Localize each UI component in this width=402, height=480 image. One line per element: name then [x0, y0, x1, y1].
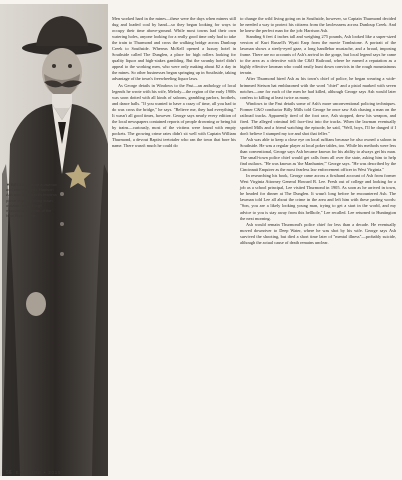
page-folio [6, 470, 61, 476]
paragraph: Windows to the Past details some of Ash's more unconventional policing techniques. Former C&O conductor Billy Mills told George he once saw Ash chasing a man on the railroad tracks. Apparently tired of the foot race, Ash stopped, drew his weapon, and fired. The alleged criminal fell face-first into the tracks. When the lawman eventually spotted Mills and a friend watching the episode, he said, "Well, boys, I'll be danged if I don't believe I stumped my toe and shot that feller." [240, 100, 396, 136]
portrait-illustration [0, 4, 108, 476]
paragraph: In researching his book, George came across a firsthand account of Ash from former West Virginia Attorney General Howard B. Lee. Fresh out of college and looking for a job as a school principal, Lee visited Thurmond in 1905. As soon as he arrived in town, he headed for dinner at The Dunglen. It wasn't long before he encountered Ash. The lawman told Lee all about the crime in the area and left him with these parting words: "Son, you are a likely looking young man, trying to get a start in the world, and my advice to you is stay away from this hellhole," Lee recalled. Lee returned to Huntington the next morning. [240, 173, 396, 221]
paragraph: Men worked hard in the mines—these were the days when miners still dug and loaded coal by hand—so they began looking for ways to occupy their time above-ground. While most towns had their own watering holes, anyone looking for a really good time only had to take the train to Thurmond and cross the walking bridge across Dunloup Creek to Southside. Whereas McKell opened a luxury hotel in Southside called The Dunglen, a place for high rollers looking for quality liquor and high-stakes gambling. But the swanky hotel didn't appeal to the working men, who were only making about $2 a day in the mines. So other businesses began springing up in Southside, taking advantage of the town's freewheeling liquor laws. [112, 16, 236, 82]
page-number: 56 [6, 470, 12, 476]
portrait-photo [0, 4, 108, 476]
caption-text: – Both a lawman and saloonkeeper, Harrison Ash was Thurmond's fearless police chief, cleaning down outlaws on the rough mountainous terrain of the New River Gorge. [6, 182, 58, 219]
caption-label: BELOW [10, 182, 27, 187]
arrow-down-icon: ▼ [6, 182, 10, 187]
paragraph: After Thurmond hired Ash as his town's chief of police, he began wearing a wide-brimmed Stetson hat emblazoned with the word "chief" and a pistol marked with seven notches—one for each of the men he had killed, although George says Ash would later confess to killing at least twice as many. [240, 76, 396, 100]
paragraph: Ash would remain Thurmond's police chief for less than a decade. He eventually moved downriver to Deep Water, where he was shot by his wife. George says Ash survived the shooting, but died a short time later of "mental illness"—probably suicide, although the actual cause of death remains unclear. [240, 221, 396, 245]
article-column-right [240, 16, 396, 246]
paragraph: Standing 6 feet 4 inches tall and weighing 275 pounds, Ash looked like a super-sized version of Kurt Russell's Wyatt Earp from the movie Tombstone. A portrait of the lawman shows a steely-eyed gaze, a long handlebar mustache, and a broad, imposing frame. There are no accounts of Ash's arrival in the gorge, but local legend says he came to the area as a detective with the C&O Railroad, where he earned a reputation as a highly effective lawman who could easily hunt down convicts in the rough mountainous terrain. [240, 34, 396, 76]
magazine-name: EXPLORE • 2015 [15, 470, 62, 475]
paragraph: Ash was able to keep a close eye on local ruffians because he also owned a saloon in Southside. He was a regular player at local poker tables, too. While his methods were less than conventional, George says Ash became known for his ability to always get his man. The small-town police chief would get calls from all over the state, asking him to help find outlaws. "He was known as 'the Manhunter,'" George says. "He was described by the Cincinnati Enquirer as the most fearless law enforcement officer in West Virginia." [240, 136, 397, 173]
article-column-left [112, 16, 236, 149]
paragraph: As George details in Windows to the Past—an anthology of local legends he wrote with his wife, Melody—the region of the early 1900s was soon dotted with all kinds of saloons, gambling parlors, brothels, and dance halls. "If you wanted to have a crazy ol' time, all you had to do was cross the bridge," he says. "Believe me, they had everything." It wasn't all good times, however. George says nearly every edition of the local newspapers contained reports of people drowning or being hit by trains—curiously, most of the victims were found with empty pockets. The growing crime rates didn't sit well with Captain William Thurmond, a devout Baptist teetotaler who ran the town that bore his name. There wasn't much he could do [112, 82, 236, 148]
photo-caption [6, 182, 60, 218]
paragraph: to change the wild living going on in Southside, however, so Captain Thurmond decided he needed a way to protect his citizens from the lawlessness across Dunloup Creek. And he knew the perfect man for the job: Harrison Ash. [240, 16, 396, 34]
